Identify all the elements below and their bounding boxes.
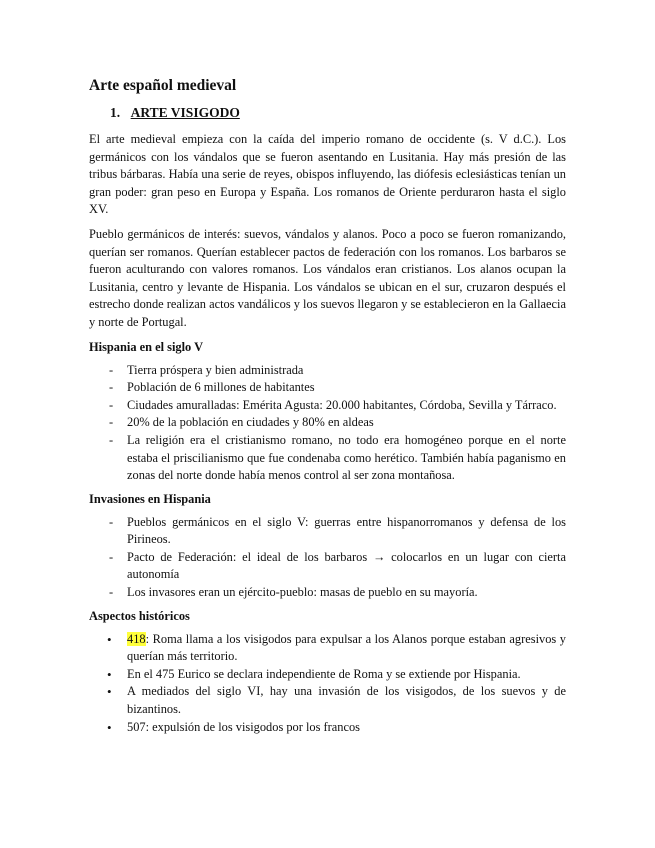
highlighted-year: 418 xyxy=(127,631,146,646)
list-aspectos xyxy=(89,631,566,737)
list-item: • 507: expulsión de los visigodos por los francos xyxy=(107,719,360,735)
bullet-marker: • xyxy=(107,631,112,647)
dash-marker: - xyxy=(109,415,114,430)
list-item: - 20% de la población en ciudades y 80% en aldeas xyxy=(89,414,566,432)
section-heading-arte-visigodo xyxy=(89,104,566,122)
dash-marker: - xyxy=(109,380,114,395)
list-item: - Los invasores eran un ejército-pueblo: masas de pueblo en su mayoría. xyxy=(89,584,566,602)
subheading-hispania: Hispania en el siglo V xyxy=(89,339,204,354)
dash-marker: - xyxy=(109,585,114,600)
bullet-marker: • xyxy=(107,666,112,682)
list-item: - Ciudades amuralladas: Emérita Agusta: 20.000 habitantes, Córdoba, Sevilla y Tárraco. xyxy=(89,397,566,415)
dash-marker: - xyxy=(109,397,114,412)
dash-marker: - xyxy=(109,549,114,564)
paragraph-intro: El arte medieval empieza con la caída del imperio romano de occidente (s. V d.C.). Los germánicos con los vándalos que se fueron asentando en Lusitania. Hay más presión de las tribus bárbaras. Había una serie de reyes, obispos influyendo, las diófesis eclesiásticas tenían un gran poder: gran peso en Europa y España. Los romanos de Oriente perduraron hasta el siglo XV. xyxy=(89,132,566,217)
dash-marker: - xyxy=(109,514,114,529)
list-item: - La religión era el cristianismo romano, no todo era homogéneo porque en el norte estaba el priscilianismo que fue condenaba como herético. También había paganismo en zonas del norte donde había menos control al ser zona montañosa. xyxy=(109,432,566,483)
list-item: - Pueblos germánicos en el siglo V: guerras entre hispanorromanos y defensa de los Pirineos. xyxy=(109,514,566,547)
list-item: - Población de 6 millones de habitantes xyxy=(89,379,566,397)
bullet-marker: • xyxy=(107,684,112,700)
list-hispania xyxy=(89,362,566,485)
list-item: - Tierra próspera y bien administrada xyxy=(89,362,566,380)
section-title: ARTE VISIGODO xyxy=(130,105,240,120)
bullet-marker: • xyxy=(107,719,112,735)
subheading-aspectos: Aspectos históricos xyxy=(89,608,190,623)
paragraph-pueblos: Pueblo germánicos de interés: suevos, vándalos y alanos. Poco a poco se fueron romanizando, querían ser romanos. Querían establecer pactos de federación con los romanos. Los barbaros se fueron aculturando con valores romanos. Los vándalos eran cristianos. Los alanos ocupan la Lusitania, centro y levante de Hispania. Los vándalos se ubican en el sur, cruzaron después el estrecho donde realizan actos vandálicos y los suevos llegaron y se establecieron en la Gallaecia y norte de Portugal. xyxy=(89,226,566,329)
list-item: • A mediados del siglo VI, hay una invasión de los visigodos, de los suevos y de bizantinos. xyxy=(107,684,566,717)
list-invasiones xyxy=(89,514,566,602)
subheading-invasiones: Invasiones en Hispania xyxy=(89,491,211,506)
list-item: • 418: Roma llama a los visigodos para expulsar a los Alanos porque estaban agresivos y querían más territorio. xyxy=(107,631,566,664)
list-item: - Pacto de Federación: el ideal de los barbaros → colocarlos en un lugar con cierta autonomía xyxy=(109,549,566,582)
dash-marker: - xyxy=(109,362,114,377)
document-title: Arte español medieval xyxy=(89,77,237,94)
list-item: • En el 475 Eurico se declara independiente de Roma y se extiende por Hispania. xyxy=(107,666,521,682)
dash-marker: - xyxy=(109,432,114,447)
section-number: 1. xyxy=(110,105,121,120)
